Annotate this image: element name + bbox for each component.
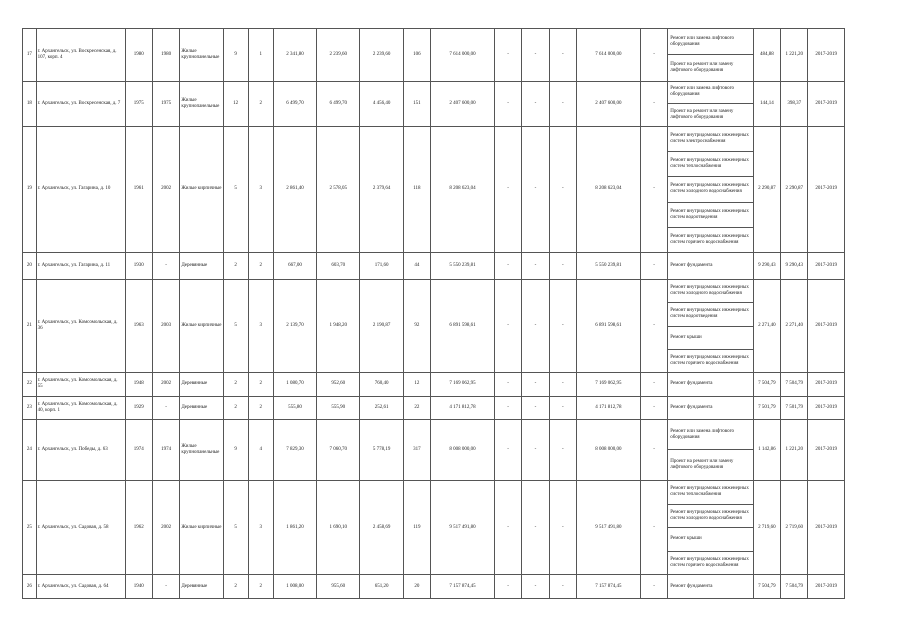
area-living-cell: 1 690,10 bbox=[317, 480, 360, 574]
residents-cell: 118 bbox=[403, 126, 430, 253]
area-residential-cell: 4 456,40 bbox=[360, 81, 403, 126]
year-reconstruction-cell: - bbox=[152, 253, 179, 279]
work-type-cell: Ремонт фундамента bbox=[668, 396, 754, 419]
cost-local-cell: - bbox=[549, 253, 576, 279]
row-number: 23 bbox=[23, 396, 37, 419]
year-built-cell: 1980 bbox=[125, 29, 152, 82]
cost-regional-cell: - bbox=[522, 253, 549, 279]
period-cell: 2017-2019 bbox=[808, 253, 845, 279]
table-row bbox=[23, 253, 845, 279]
cost-federal-cell: - bbox=[494, 420, 521, 481]
cost-owners-cell: 7 614 000,00 bbox=[577, 29, 641, 82]
capital-repair-table bbox=[22, 28, 845, 599]
work-type-cell: Ремонт фундамента bbox=[668, 575, 754, 599]
unit-cost-cell: 2 290,87 bbox=[753, 126, 780, 253]
year-reconstruction-cell: - bbox=[152, 396, 179, 419]
work-type-cell: Проект на ремонт или замену лифтового оборудования bbox=[668, 450, 754, 480]
limit-cost-cell: 2 271,40 bbox=[781, 279, 808, 372]
period-cell: 2017-2019 bbox=[808, 420, 845, 481]
work-type-cell: Ремонт фундамента bbox=[668, 373, 754, 396]
cost-regional-cell: - bbox=[522, 279, 549, 372]
unit-cost-cell: 1 142,86 bbox=[753, 420, 780, 481]
entrances-cell: 3 bbox=[248, 279, 273, 372]
wall-material-cell: Жилые кирпичные bbox=[180, 126, 223, 253]
address-cell: г. Архангельск, ул. Гагарина, д. 10 bbox=[36, 126, 125, 253]
residents-cell: 119 bbox=[403, 480, 430, 574]
area-living-cell: 555,90 bbox=[317, 396, 360, 419]
cost-total-cell: 7 169 062,95 bbox=[431, 373, 495, 396]
table-row bbox=[23, 373, 845, 396]
cost-other-cell: - bbox=[640, 126, 667, 253]
year-reconstruction-cell: 1980 bbox=[152, 29, 179, 82]
cost-regional-cell: - bbox=[522, 373, 549, 396]
area-living-cell: 952,60 bbox=[317, 373, 360, 396]
cost-federal-cell: - bbox=[494, 126, 521, 253]
year-built-cell: 1940 bbox=[125, 575, 152, 599]
address-cell: г. Архангельск, ул. Воскресенская, д. 7 bbox=[36, 81, 125, 126]
table-row bbox=[23, 480, 845, 504]
table-row bbox=[23, 420, 845, 450]
cost-owners-cell: 6 891 598,61 bbox=[577, 279, 641, 372]
limit-cost-cell: 1 221,20 bbox=[781, 420, 808, 481]
area-total-cell: 1 080,70 bbox=[273, 373, 316, 396]
floors-cell: 9 bbox=[223, 29, 248, 82]
work-type-cell: Ремонт или замена лифтового оборудования bbox=[668, 29, 754, 55]
period-cell: 2017-2019 bbox=[808, 373, 845, 396]
work-type-cell: Ремонт внутридомовых инженерных систем холодного водоснабжения bbox=[668, 177, 754, 202]
cost-federal-cell: - bbox=[494, 480, 521, 574]
residents-cell: 92 bbox=[403, 279, 430, 372]
table-row bbox=[23, 279, 845, 302]
work-type-cell: Ремонт крыши bbox=[668, 528, 754, 552]
cost-total-cell: 8 008 000,00 bbox=[431, 420, 495, 481]
limit-cost-cell: 2 719,60 bbox=[781, 480, 808, 574]
entrances-cell: 3 bbox=[248, 126, 273, 253]
entrances-cell: 2 bbox=[248, 396, 273, 419]
year-reconstruction-cell: 1975 bbox=[152, 81, 179, 126]
unit-cost-cell: 144,14 bbox=[753, 81, 780, 126]
address-cell: г. Архангельск, ул. Садовая, д. 64 bbox=[36, 575, 125, 599]
area-residential-cell: 2 379,64 bbox=[360, 126, 403, 253]
work-type-cell: Ремонт внутридомовых инженерных систем теплоснабжения bbox=[668, 151, 754, 176]
floors-cell: 5 bbox=[223, 279, 248, 372]
row-number: 24 bbox=[23, 420, 37, 481]
cost-local-cell: - bbox=[549, 575, 576, 599]
year-built-cell: 1930 bbox=[125, 253, 152, 279]
cost-local-cell: - bbox=[549, 279, 576, 372]
floors-cell: 2 bbox=[223, 373, 248, 396]
wall-material-cell: Жилые крупнопанельные bbox=[180, 29, 223, 82]
floors-cell: 2 bbox=[223, 575, 248, 599]
floors-cell: 5 bbox=[223, 480, 248, 574]
area-living-cell: 1 948,20 bbox=[317, 279, 360, 372]
period-cell: 2017-2019 bbox=[808, 81, 845, 126]
cost-local-cell: - bbox=[549, 420, 576, 481]
address-cell: г. Архангельск, ул. Садовая, д. 58 bbox=[36, 480, 125, 574]
year-reconstruction-cell: - bbox=[152, 575, 179, 599]
area-living-cell: 6 499,70 bbox=[317, 81, 360, 126]
row-number: 21 bbox=[23, 279, 37, 372]
year-built-cell: 1962 bbox=[125, 480, 152, 574]
row-number: 20 bbox=[23, 253, 37, 279]
cost-federal-cell: - bbox=[494, 29, 521, 82]
residents-cell: 22 bbox=[403, 396, 430, 419]
wall-material-cell: Деревянные bbox=[180, 373, 223, 396]
cost-federal-cell: - bbox=[494, 253, 521, 279]
cost-total-cell: 6 891 598,61 bbox=[431, 279, 495, 372]
entrances-cell: 2 bbox=[248, 373, 273, 396]
cost-federal-cell: - bbox=[494, 575, 521, 599]
year-built-cell: 1974 bbox=[125, 420, 152, 481]
limit-cost-cell: 7 501,79 bbox=[781, 396, 808, 419]
table-row bbox=[23, 126, 845, 151]
entrances-cell: 2 bbox=[248, 253, 273, 279]
residents-cell: 44 bbox=[403, 253, 430, 279]
residents-cell: 151 bbox=[403, 81, 430, 126]
cost-federal-cell: - bbox=[494, 279, 521, 372]
period-cell: 2017-2019 bbox=[808, 480, 845, 574]
work-type-cell: Проект на ремонт или замену лифтового оборудования bbox=[668, 55, 754, 81]
residents-cell: 20 bbox=[403, 575, 430, 599]
year-reconstruction-cell: 1974 bbox=[152, 420, 179, 481]
year-reconstruction-cell: 2003 bbox=[152, 279, 179, 372]
area-total-cell: 7 829,30 bbox=[273, 420, 316, 481]
cost-regional-cell: - bbox=[522, 29, 549, 82]
area-residential-cell: 2 190,87 bbox=[360, 279, 403, 372]
cost-other-cell: - bbox=[640, 373, 667, 396]
floors-cell: 2 bbox=[223, 253, 248, 279]
floors-cell: 9 bbox=[223, 420, 248, 481]
row-number: 17 bbox=[23, 29, 37, 82]
period-cell: 2017-2019 bbox=[808, 29, 845, 82]
area-living-cell: 955,60 bbox=[317, 575, 360, 599]
limit-cost-cell: 9 290,43 bbox=[781, 253, 808, 279]
unit-cost-cell: 9 290,43 bbox=[753, 253, 780, 279]
address-cell: г. Архангельск, ул. Комсомольская, д. 55 bbox=[36, 373, 125, 396]
work-type-cell: Ремонт внутридомовых инженерных систем холодного водоснабжения bbox=[668, 504, 754, 528]
wall-material-cell: Жилые кирпичные bbox=[180, 279, 223, 372]
cost-regional-cell: - bbox=[522, 396, 549, 419]
cost-other-cell: - bbox=[640, 253, 667, 279]
residents-cell: 106 bbox=[403, 29, 430, 82]
cost-owners-cell: 4 171 812,78 bbox=[577, 396, 641, 419]
row-number: 26 bbox=[23, 575, 37, 599]
cost-owners-cell: 5 550 239,81 bbox=[577, 253, 641, 279]
area-total-cell: 1 008,00 bbox=[273, 575, 316, 599]
entrances-cell: 4 bbox=[248, 420, 273, 481]
year-reconstruction-cell: 2002 bbox=[152, 480, 179, 574]
row-number: 22 bbox=[23, 373, 37, 396]
cost-regional-cell: - bbox=[522, 420, 549, 481]
entrances-cell: 1 bbox=[248, 29, 273, 82]
area-total-cell: 2 341,80 bbox=[273, 29, 316, 82]
work-type-cell: Ремонт внутридомовых инженерных систем горячего водоснабжения bbox=[668, 228, 754, 253]
area-total-cell: 1 861,20 bbox=[273, 480, 316, 574]
cost-regional-cell: - bbox=[522, 81, 549, 126]
area-residential-cell: 2 458,69 bbox=[360, 480, 403, 574]
row-number: 25 bbox=[23, 480, 37, 574]
address-cell: г. Архангельск, ул. Комсомольская, д. 40, корп. 1 bbox=[36, 396, 125, 419]
cost-owners-cell: 9 517 491,80 bbox=[577, 480, 641, 574]
cost-other-cell: - bbox=[640, 420, 667, 481]
period-cell: 2017-2019 bbox=[808, 279, 845, 372]
cost-other-cell: - bbox=[640, 279, 667, 372]
cost-local-cell: - bbox=[549, 373, 576, 396]
year-built-cell: 1975 bbox=[125, 81, 152, 126]
period-cell: 2017-2019 bbox=[808, 575, 845, 599]
cost-federal-cell: - bbox=[494, 396, 521, 419]
table-row bbox=[23, 29, 845, 55]
wall-material-cell: Жилые крупнопанельные bbox=[180, 420, 223, 481]
period-cell: 2017-2019 bbox=[808, 126, 845, 253]
year-built-cell: 1948 bbox=[125, 373, 152, 396]
limit-cost-cell: 7 504,79 bbox=[781, 373, 808, 396]
limit-cost-cell: 7 504,79 bbox=[781, 575, 808, 599]
residents-cell: 12 bbox=[403, 373, 430, 396]
work-type-cell: Ремонт фундамента bbox=[668, 253, 754, 279]
area-residential-cell: 2 239,60 bbox=[360, 29, 403, 82]
year-reconstruction-cell: 2002 bbox=[152, 373, 179, 396]
row-number: 18 bbox=[23, 81, 37, 126]
period-cell: 2017-2019 bbox=[808, 396, 845, 419]
unit-cost-cell: 2 271,40 bbox=[753, 279, 780, 372]
unit-cost-cell: 7 504,79 bbox=[753, 373, 780, 396]
cost-local-cell: - bbox=[549, 81, 576, 126]
entrances-cell: 3 bbox=[248, 480, 273, 574]
cost-other-cell: - bbox=[640, 480, 667, 574]
cost-total-cell: 9 517 491,80 bbox=[431, 480, 495, 574]
cost-local-cell: - bbox=[549, 396, 576, 419]
address-cell: г. Архангельск, ул. Комсомольская, д. 36 bbox=[36, 279, 125, 372]
area-total-cell: 667,00 bbox=[273, 253, 316, 279]
residents-cell: 317 bbox=[403, 420, 430, 481]
floors-cell: 5 bbox=[223, 126, 248, 253]
area-residential-cell: 171,60 bbox=[360, 253, 403, 279]
cost-regional-cell: - bbox=[522, 480, 549, 574]
wall-material-cell: Жилые крупнопанельные bbox=[180, 81, 223, 126]
floors-cell: 2 bbox=[223, 396, 248, 419]
cost-total-cell: 7 157 874,45 bbox=[431, 575, 495, 599]
area-residential-cell: 651,20 bbox=[360, 575, 403, 599]
cost-owners-cell: 7 157 874,45 bbox=[577, 575, 641, 599]
work-type-cell: Ремонт внутридомовых инженерных систем водоотведения bbox=[668, 202, 754, 227]
cost-total-cell: 4 171 812,78 bbox=[431, 396, 495, 419]
cost-owners-cell: 8 008 000,00 bbox=[577, 420, 641, 481]
area-living-cell: 2 578,05 bbox=[317, 126, 360, 253]
cost-other-cell: - bbox=[640, 81, 667, 126]
work-type-cell: Ремонт крыши bbox=[668, 326, 754, 349]
area-residential-cell: 252,61 bbox=[360, 396, 403, 419]
entrances-cell: 2 bbox=[248, 81, 273, 126]
work-type-cell: Ремонт внутридомовых инженерных систем электроснабжения bbox=[668, 126, 754, 151]
entrances-cell: 2 bbox=[248, 575, 273, 599]
cost-other-cell: - bbox=[640, 575, 667, 599]
cost-total-cell: 7 614 000,00 bbox=[431, 29, 495, 82]
work-type-cell: Ремонт или замена лифтового оборудования bbox=[668, 81, 754, 103]
area-living-cell: 7 060,70 bbox=[317, 420, 360, 481]
address-cell: г. Архангельск, ул. Победы, д. 63 bbox=[36, 420, 125, 481]
unit-cost-cell: 484,88 bbox=[753, 29, 780, 82]
cost-other-cell: - bbox=[640, 396, 667, 419]
cost-owners-cell: 7 169 062,95 bbox=[577, 373, 641, 396]
area-total-cell: 6 499,70 bbox=[273, 81, 316, 126]
area-residential-cell: 5 778,19 bbox=[360, 420, 403, 481]
cost-owners-cell: 2 407 600,00 bbox=[577, 81, 641, 126]
cost-federal-cell: - bbox=[494, 373, 521, 396]
year-built-cell: 1961 bbox=[125, 126, 152, 253]
area-total-cell: 2 861,40 bbox=[273, 126, 316, 253]
wall-material-cell: Деревянные bbox=[180, 575, 223, 599]
table-body bbox=[23, 29, 845, 599]
area-living-cell: 2 239,60 bbox=[317, 29, 360, 82]
limit-cost-cell: 2 290,87 bbox=[781, 126, 808, 253]
area-living-cell: 603,70 bbox=[317, 253, 360, 279]
cost-total-cell: 2 407 600,00 bbox=[431, 81, 495, 126]
cost-federal-cell: - bbox=[494, 81, 521, 126]
area-total-cell: 2 139,70 bbox=[273, 279, 316, 372]
cost-local-cell: - bbox=[549, 29, 576, 82]
cost-regional-cell: - bbox=[522, 126, 549, 253]
table-row bbox=[23, 396, 845, 419]
floors-cell: 12 bbox=[223, 81, 248, 126]
cost-total-cell: 8 208 623,04 bbox=[431, 126, 495, 253]
work-type-cell: Ремонт внутридомовых инженерных систем горячего водоснабжения bbox=[668, 349, 754, 372]
unit-cost-cell: 7 504,79 bbox=[753, 575, 780, 599]
table-row bbox=[23, 81, 845, 103]
work-type-cell: Ремонт или замена лифтового оборудования bbox=[668, 420, 754, 450]
work-type-cell: Ремонт внутридомовых инженерных систем водоотведения bbox=[668, 303, 754, 326]
row-number: 19 bbox=[23, 126, 37, 253]
unit-cost-cell: 2 719,60 bbox=[753, 480, 780, 574]
cost-local-cell: - bbox=[549, 480, 576, 574]
cost-local-cell: - bbox=[549, 126, 576, 253]
table-row bbox=[23, 575, 845, 599]
limit-cost-cell: 1 221,20 bbox=[781, 29, 808, 82]
work-type-cell: Проект на ремонт или замену лифтового оборудования bbox=[668, 104, 754, 126]
limit-cost-cell: 398,37 bbox=[781, 81, 808, 126]
area-total-cell: 555,80 bbox=[273, 396, 316, 419]
area-residential-cell: 760,40 bbox=[360, 373, 403, 396]
year-reconstruction-cell: 2002 bbox=[152, 126, 179, 253]
wall-material-cell: Жилые кирпичные bbox=[180, 480, 223, 574]
cost-owners-cell: 8 208 623,04 bbox=[577, 126, 641, 253]
cost-total-cell: 5 550 239,81 bbox=[431, 253, 495, 279]
work-type-cell: Ремонт внутридомовых инженерных систем холодного водоснабжения bbox=[668, 279, 754, 302]
unit-cost-cell: 7 501,79 bbox=[753, 396, 780, 419]
cost-other-cell: - bbox=[640, 29, 667, 82]
cost-regional-cell: - bbox=[522, 575, 549, 599]
year-built-cell: 1929 bbox=[125, 396, 152, 419]
wall-material-cell: Деревянные bbox=[180, 396, 223, 419]
address-cell: г. Архангельск, ул. Гагарина, д. 11 bbox=[36, 253, 125, 279]
wall-material-cell: Деревянные bbox=[180, 253, 223, 279]
year-built-cell: 1963 bbox=[125, 279, 152, 372]
work-type-cell: Ремонт внутридомовых инженерных систем теплоснабжения bbox=[668, 480, 754, 504]
address-cell: г. Архангельск, ул. Воскресенская, д. 107, корп. 4 bbox=[36, 29, 125, 82]
work-type-cell: Ремонт внутридомовых инженерных систем горячего водоснабжения bbox=[668, 551, 754, 575]
